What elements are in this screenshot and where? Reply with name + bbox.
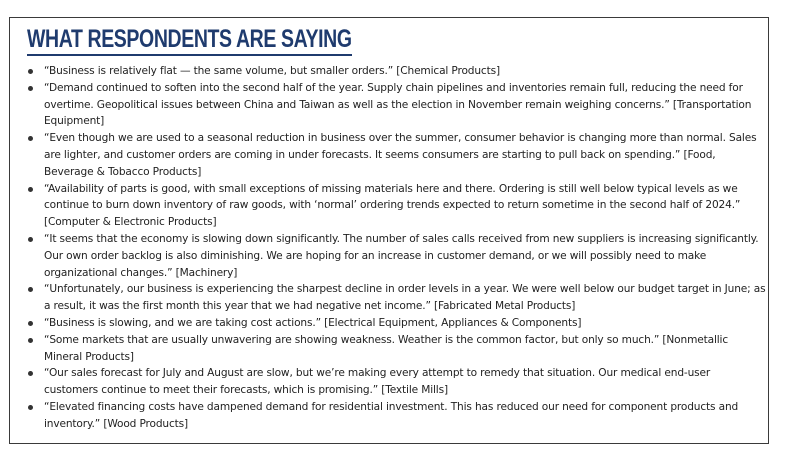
- bullet-icon: [28, 338, 33, 343]
- quote-text: “It seems that the economy is slowing down significantly. The number of sales calls received from new suppliers is increasing significantly. Our own order backlog is also diminishing. We are hoping for an increase in customer demand, or we will possibly need to make organizational changes.” [Machinery]: [44, 232, 759, 279]
- bullet-icon: [28, 287, 33, 292]
- respondents-panel: [9, 17, 769, 444]
- bullet-icon: [28, 371, 33, 376]
- heading-underline: [27, 54, 352, 56]
- quote-electrical-equipment: [24, 315, 766, 332]
- quote-text: “Unfortunately, our business is experiencing the sharpest decline in order levels in a year. We were well below our budget target in June; as a result, it was the first month this year that we had negative net income.” [Fabricated Metal Products]: [44, 283, 766, 313]
- bullet-icon: [28, 86, 33, 91]
- quote-text: “Elevated financing costs have dampened demand for residential investment. This has reduced our need for component products and inventory.” [Wood Products]: [44, 400, 739, 430]
- bullet-icon: [28, 321, 33, 326]
- quote-textile-mills: [24, 365, 766, 399]
- quote-text: “Demand continued to soften into the second half of the year. Supply chain pipelines and inventories remain full, reducing the need for overtime. Geopolitical issues between China and Taiwan as well as the election in November remain weighing concerns.” [Transportation Equipment]: [44, 81, 752, 128]
- quote-chemical-products: [24, 63, 766, 80]
- quote-text: “Business is relatively flat — the same volume, but smaller orders.” [Chemical Products]: [44, 65, 500, 77]
- quote-text: “Some markets that are usually unwavering are showing weakness. Weather is the common factor, but only so much.” [Nonmetallic Mineral Products]: [44, 333, 729, 363]
- quote-text: “Business is slowing, and we are taking cost actions.” [Electrical Equipment, Appliances & Components]: [44, 316, 582, 329]
- quote-text: “Our sales forecast for July and August are slow, but we’re making every attempt to remedy that situation. Our medical end-user customers continue to meet their forecasts, which is promising.” [Textile Mills]: [44, 367, 711, 397]
- bullet-icon: [28, 187, 33, 192]
- quote-nonmetallic-mineral: [24, 332, 766, 366]
- quote-text: “Availability of parts is good, with small exceptions of missing materials here and there. Ordering is still well below typical levels as we continue to burn down inventory of raw goods, with ‘normal’ ordering trends expected to return sometime in the second half of 2024.” [Computer & Electronic Products]: [44, 182, 741, 229]
- bullet-icon: [28, 69, 33, 74]
- bullet-icon: [28, 136, 33, 141]
- bullet-icon: [28, 405, 33, 410]
- quote-wood-products: [24, 399, 766, 433]
- bullet-icon: [28, 237, 33, 242]
- quote-computer-electronic: [24, 181, 766, 231]
- quote-transportation-equipment: [24, 80, 766, 130]
- quote-machinery: [24, 231, 766, 281]
- quote-list: [24, 63, 766, 433]
- quote-food-beverage-tobacco: [24, 130, 766, 180]
- quote-text: “Even though we are used to a seasonal reduction in business over the summer, consumer behavior is changing more than normal. Sales are lighter, and customer orders are coming in under forecasts. It seems consumers are starting to pull back on spending.” [Food, Beverage & Tobacco Products]: [44, 132, 757, 178]
- quote-fabricated-metal: [24, 281, 766, 315]
- section-heading: WHAT RESPONDENTS ARE SAYING: [27, 25, 352, 53]
